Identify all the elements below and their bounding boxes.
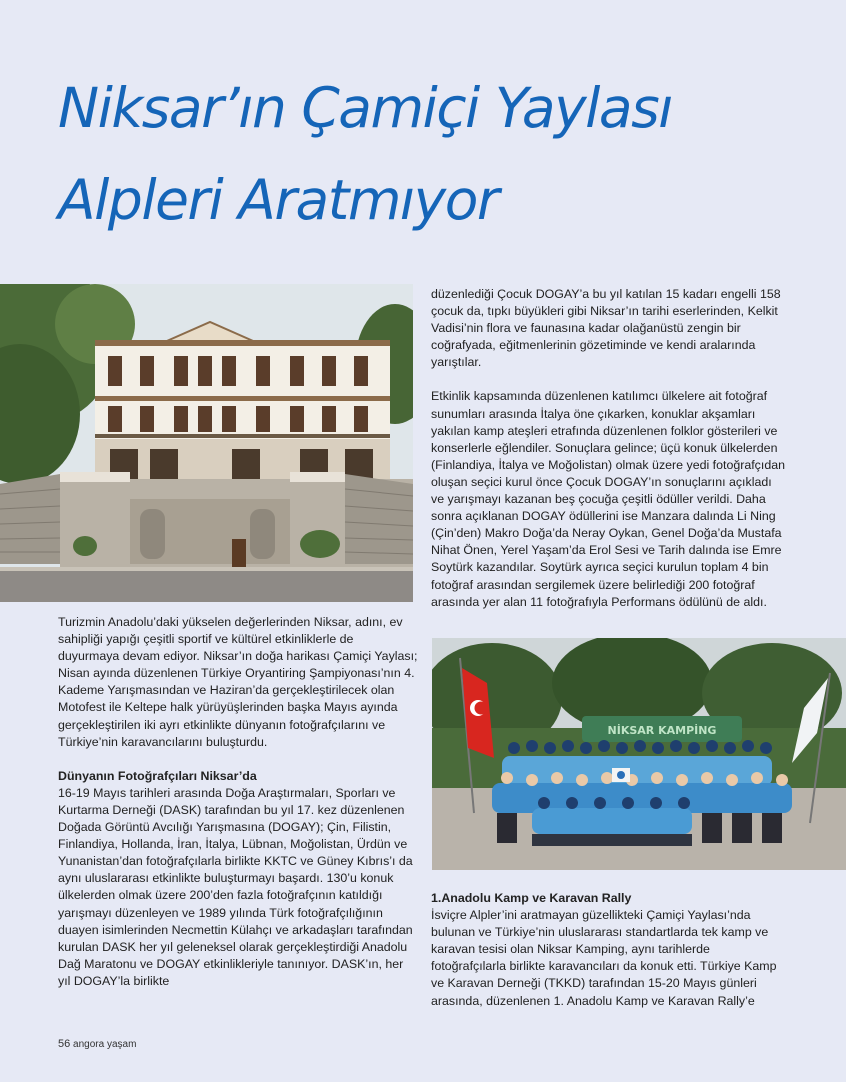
section-heading: Dünyanın Fotoğrafçıları Niksar’da bbox=[58, 768, 257, 783]
left-column bbox=[58, 614, 418, 990]
article-title bbox=[58, 62, 838, 246]
mansion-photo bbox=[0, 284, 413, 602]
paragraph: düzenlediği Çocuk DOGAY’a bu yıl katılan 15 kadarı engelli 158 çocuk da, tıpkı büyükleri gibi Niksar’ın tarihi eserlerinden, Kelkit Vadisi’nin flora ve faunasına kadar olağanüstü zengin bir coğrafyada, eğitmenlerinin gözetiminde ve kendi aralarında yarıştılar. bbox=[431, 287, 781, 370]
magazine-name: angora yaşam bbox=[73, 1039, 137, 1050]
banner-text: NİKSAR KAMPİNG bbox=[607, 724, 717, 737]
article-title-line-2: Alpleri Aratmıyor bbox=[58, 168, 498, 232]
paragraph: İsviçre Alpler’ini aratmayan güzellikteki Çamiçi Yaylası’nda bulunan ve Türkiye’nin uluslararası standartlarda tek kamp ve karavan tesisi olan Niksar Kamping, aynı tarihlerde fotoğrafçılarla birlikte karavancıları da konuk etti. Türkiye Kamp ve Karavan Derneği (TKKD) tarafından 15-20 Mayıs günleri arasında, düzenlenen 1. Anadolu Kamp ve Karavan Rally’e bbox=[431, 908, 777, 1008]
page-footer bbox=[58, 1038, 136, 1050]
paragraph: 16-19 Mayıs tarihleri arasında Doğa Araştırmaları, Sporları ve Kurtarma Derneği (DASK) tarafından bu yıl 17. kez düzenlenen Doğada Görüntü Avcılığı Yarışmasına (DOGAY); Çin, Filistin, Finlandiya, Hollanda, İran, İtalya, Lübnan, Moğolistan, Ürdün ve Yunanistan’dan fotoğrafçılarla birlikte KKTC ve Güney Kıbrıs’ı da aynı uluslararası etkinlikte buluşturmayı başardı. 130’u konuk ülkelerden olmak üzere 200’den fazla fotoğrafçının katıldığı yarışmayı düzenleyen ve 1989 yılında Türk fotoğrafçılığının duayen isimlerinden Necmettin Külahçı ve arkadaşları tarafından kurulan DASK her yıl geleneksel olarak gerçekleştirdiği Anadolu Dağ Maratonu ve DOGAY etkinlikleriyle tanınıyor. DASK’ın, her yıl DOGAY’la birlikte bbox=[58, 785, 413, 988]
group-photo bbox=[432, 638, 846, 870]
paragraph: Etkinlik kapsamında düzenlenen katılımcı ülkelere ait fotoğraf sunumları arasında İtalya öne çıkarken, konuklar akşamları yakılan kamp ateşleri etrafında düzenlenen folklor gösterileri ve konserlerle eğlendiler. Sonuçlara gelince; üçü konuk ülkelerden (Finlandiya, İtalya ve Moğolistan) olmak üzere yedi fotoğrafçıdan oluşan seçici kurul önce Çocuk DOGAY’ın sonuçlarını açıkladı ve yarışmayı kazanan beş çocuğa çeşitli ödüller verildi. Daha sonra açıklanan DOGAY ödüllerini ise Manzara dalında Li Ning (Çin’den) Makro Doğa’da Neray Oykan, Genel Doğa’da Mustafa Nihat Önen, Yerel Yaşam’da Erol Sesi ve Tarih dalında ise Emre Soytürk kazandılar. Soytürk ayrıca seçici kurulun toplam 4 bin fotoğraf arasından sergilemek üzere belirlediği 200 fotoğraf arasında yer alan 11 fotoğrafıyla Performans ödülünü de aldı. bbox=[431, 389, 785, 609]
right-column-top bbox=[431, 286, 787, 611]
intro-paragraph: Turizmin Anadolu’daki yükselen değerlerinden Niksar, adını, ev sahipliği yapığı çeşitli sportif ve kültürel etkinliklerle de duyurmaya devam ediyor. Niksar’ın doğa harikası Çamiçi Yaylası; Nisan ayında düzenlenen Türkiye Oryantiring Şampiyonası’nın 4. Kademe Yarışmasından ve Haziran’da gerçekleştirilecek olan Motofest ile Keltepe halk yürüyüşlerinden başka Mayıs ayında gerçekleştirilen iki ayrı etkinlikte dünyanın fotoğrafçılarını ve Türkiye’nin karavancılarını buluşturdu. bbox=[58, 615, 418, 749]
section-heading: 1.Anadolu Kamp ve Karavan Rally bbox=[431, 891, 632, 905]
right-column-bottom bbox=[431, 890, 787, 1010]
article-title-line-1: Niksar’ın Çamiçi Yaylası bbox=[58, 76, 673, 140]
page-number: 56 bbox=[58, 1038, 71, 1050]
